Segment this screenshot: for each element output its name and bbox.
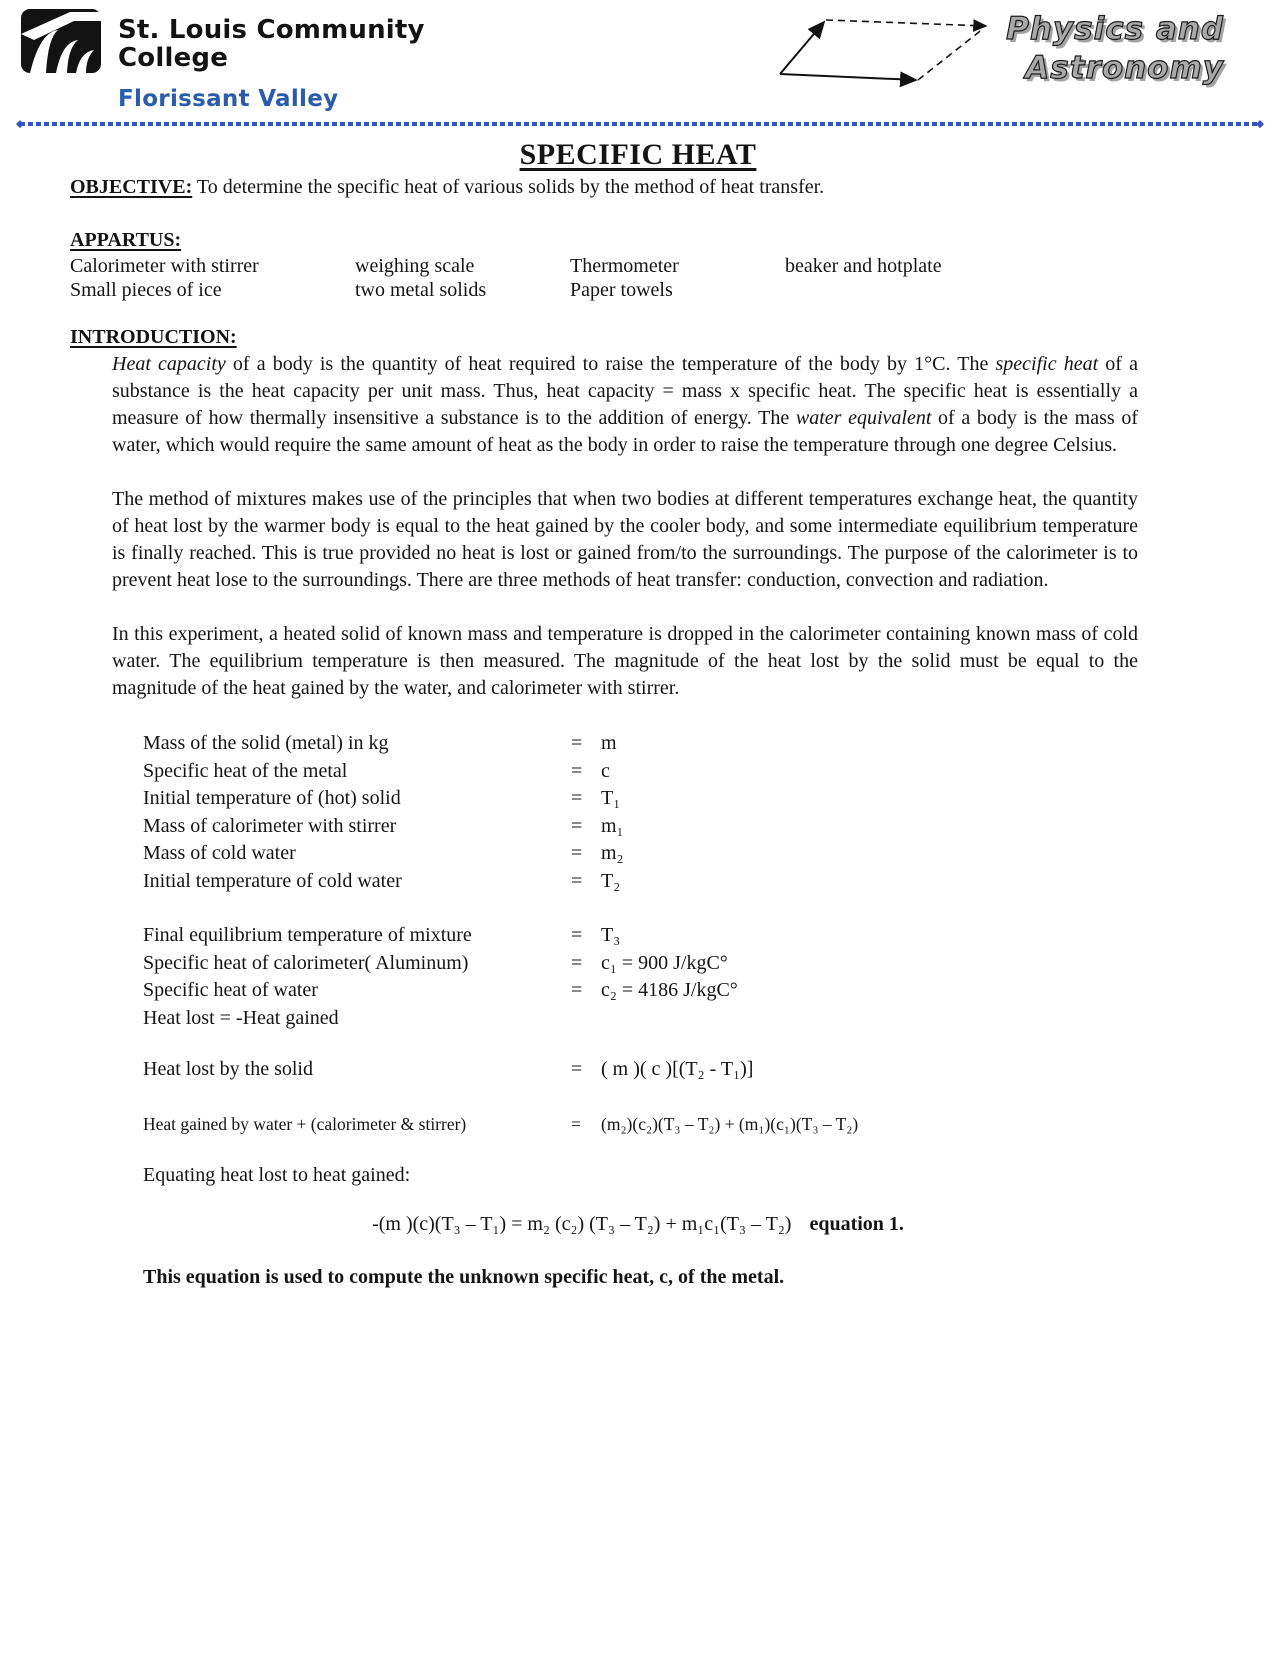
apparatus-item: Paper towels	[570, 279, 673, 302]
definition-symbol: c₁ = 900 J/kgC°	[601, 951, 728, 974]
definition-label: Specific heat of the metal	[143, 759, 348, 782]
equals-sign: =	[571, 1058, 583, 1081]
definition-row	[143, 785, 1206, 813]
definition-label: Final equilibrium temperature of mixture	[143, 924, 472, 947]
apparatus-section	[70, 229, 1206, 302]
introduction-paragraph-1	[112, 351, 1138, 459]
definition-label: Mass of the solid (metal) in kg	[143, 732, 389, 755]
apparatus-item	[785, 279, 1206, 302]
header-left	[20, 8, 425, 112]
college-name	[118, 16, 425, 72]
department-line2: Astronomy	[1025, 49, 1224, 86]
definition-label: Specific heat of calorimeter( Aluminum)	[143, 951, 469, 974]
equating-line: Equating heat lost to heat gained:	[143, 1163, 411, 1186]
definition-label: Heat lost by the solid	[143, 1058, 313, 1081]
definition-symbol: T₂	[601, 869, 621, 892]
term-heat-capacity: Heat capacity	[112, 353, 226, 376]
apparatus-item: weighing scale	[355, 255, 475, 278]
definition-row	[143, 922, 1206, 950]
definition-row	[143, 813, 1206, 841]
apparatus-item: beaker and hotplate	[785, 255, 942, 278]
vector-diagram	[768, 10, 996, 98]
college-name-line2: College	[118, 43, 229, 74]
equals-sign: =	[571, 842, 583, 865]
definition-row	[143, 758, 1206, 786]
definitions-list	[143, 730, 1206, 1137]
paragraph-text: of a substance is the heat capacity per unit mass. Thus, heat capacity = mass x specific heat. The specific heat is essentially a measure of how thermally insensitive a substance is to the addition of energy. The	[112, 353, 1138, 430]
equals-sign: =	[571, 924, 583, 947]
definition-label: Specific heat of water	[143, 979, 318, 1002]
term-water-equivalent: water equivalent	[795, 407, 932, 430]
definition-label: Mass of calorimeter with stirrer	[143, 814, 397, 837]
introduction-heading: INTRODUCTION:	[70, 326, 237, 349]
equals-sign: =	[571, 1113, 581, 1134]
paragraph-text: of a body is the quantity of heat required to raise the temperature of the body by 1°C. The	[225, 353, 996, 376]
equation-line	[70, 1213, 1206, 1236]
equals-sign: =	[571, 787, 583, 810]
equation-formula: -(m )(c)(T₃ – T₁) = m₂ (c₂) (T₃ – T₂) + m₁c₁(T₃ – T₂)	[372, 1212, 792, 1235]
introduction-paragraph-2: The method of mixtures makes use of the principles that when two bodies at different temperatures exchange heat, the quantity of heat lost by the warmer body is equal to the heat gained by the cooler body, and some intermediate equilibrium temperature is finally reached. This is true provided no heat is lost or gained from/to the surroundings. The purpose of the calorimeter is to prevent heat lose to the surroundings. There are three methods of heat transfer: conduction, convection and radiation.	[112, 488, 1138, 592]
header	[0, 0, 1280, 112]
college-text	[118, 8, 425, 112]
heat-gained-row	[143, 1111, 1206, 1137]
heat-lost-row	[143, 1056, 1206, 1084]
divider-line	[20, 122, 1260, 126]
apparatus-item: Small pieces of ice	[70, 279, 222, 302]
apparatus-list	[70, 255, 1206, 302]
definition-symbol: m₁	[601, 814, 624, 837]
equals-sign: =	[571, 732, 583, 755]
introduction-section	[70, 326, 1206, 702]
page-title: SPECIFIC HEAT	[519, 138, 757, 172]
objective-label: OBJECTIVE:	[70, 176, 193, 199]
objective-line	[70, 176, 1206, 199]
objective-text: To determine the specific heat of various solids by the method of heat transfer.	[196, 176, 825, 199]
department-name	[1006, 10, 1224, 88]
definition-row	[143, 977, 1206, 1005]
college-name-line1: St. Louis Community	[118, 15, 425, 45]
definition-symbol: m	[601, 732, 617, 755]
definition-label: Initial temperature of (hot) solid	[143, 787, 401, 810]
apparatus-item: Calorimeter with stirrer	[70, 255, 259, 278]
heat-gained-formula: (m₂)(c₂)(T₃ – T₂) + (m₁)(c₁)(T₃ – T₂)	[601, 1113, 859, 1134]
definition-row	[143, 868, 1206, 896]
equals-sign: =	[571, 759, 583, 782]
heat-lost-formula: ( m )( c )[(T₂ - T₁)]	[601, 1058, 754, 1081]
definition-label: Heat lost = -Heat gained	[143, 1006, 339, 1029]
apparatus-heading: APPARTUS:	[70, 229, 182, 252]
college-logo	[20, 8, 102, 86]
department-line1: Physics and	[1006, 11, 1224, 47]
definition-symbol: m₂	[601, 842, 624, 865]
definition-label: Initial temperature of cold water	[143, 869, 402, 892]
campus-name: Florissant Valley	[118, 86, 339, 113]
equals-sign: =	[571, 869, 583, 892]
definition-symbol: c	[601, 759, 610, 782]
paragraph-text: of a body is the mass of water, which would require the same amount of heat as the body in order to raise the temperature through one degree Celsius.	[112, 407, 1139, 457]
equals-sign: =	[571, 951, 583, 974]
definition-row	[143, 730, 1206, 758]
equals-sign: =	[571, 814, 583, 837]
definition-symbol: T₁	[601, 787, 621, 810]
apparatus-item: Thermometer	[570, 255, 679, 278]
conclusion-text: This equation is used to compute the unknown specific heat, c, of the metal.	[143, 1265, 785, 1288]
heat-lost-gained-line	[143, 1005, 1206, 1033]
introduction-paragraph-3: In this experiment, a heated solid of known mass and temperature is dropped in the calorimeter containing known mass of cold water. The equilibrium temperature is then measured. The magnitude of the heat lost by the solid must be equal to the magnitude of the heat gained by the water, and calorimeter with stirrer.	[112, 623, 1138, 700]
equals-sign: =	[571, 979, 583, 1002]
definition-row	[143, 840, 1206, 868]
term-specific-heat: specific heat	[995, 353, 1099, 376]
apparatus-item: two metal solids	[355, 279, 487, 302]
definition-label: Mass of cold water	[143, 842, 296, 865]
definition-symbol: T₃	[601, 924, 621, 947]
definition-row	[143, 950, 1206, 978]
equation-label: equation 1.	[809, 1212, 904, 1235]
header-right	[768, 10, 1224, 98]
document-body	[0, 138, 1280, 1289]
definition-label: Heat gained by water + (calorimeter & stirrer)	[143, 1113, 467, 1134]
definition-symbol: c₂ = 4186 J/kgC°	[601, 979, 738, 1002]
